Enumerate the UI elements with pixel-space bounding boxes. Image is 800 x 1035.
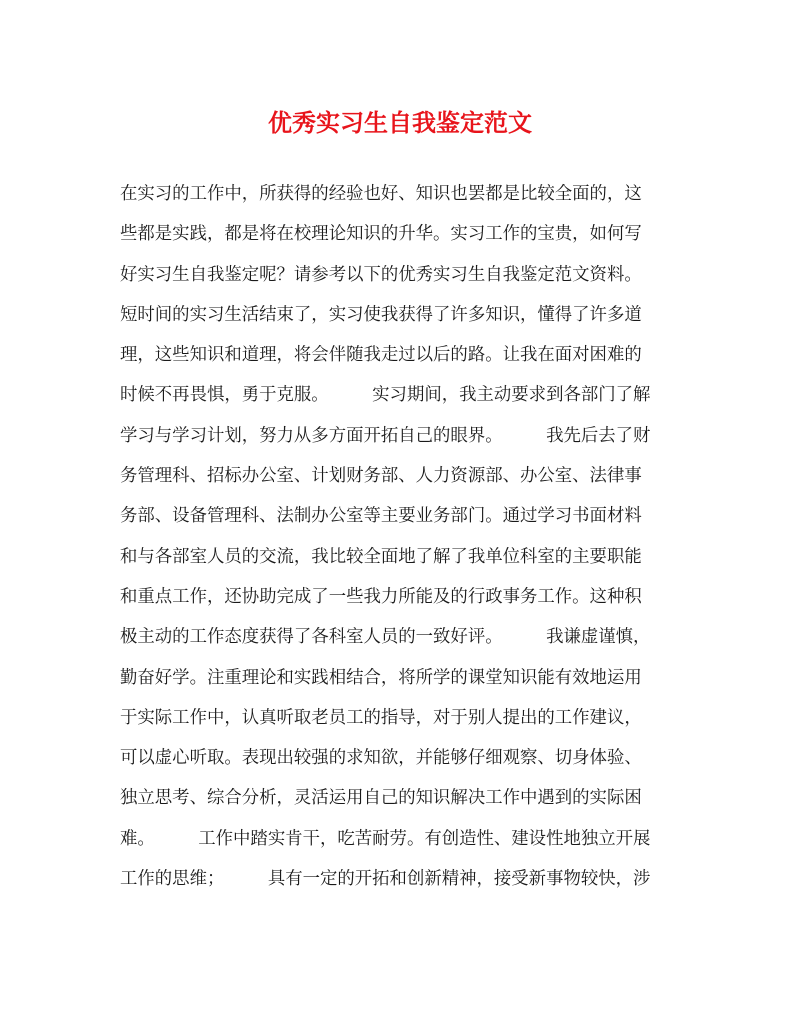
body-line: 工作的思维； 具有一定的开拓和创新精神，接受新事物较快，涉 [120, 869, 651, 890]
body-line: 理，这些知识和道理，将会伴随我走过以后的路。让我在面对困难的 [120, 345, 642, 366]
body-line: 时候不再畏惧，勇于克服。 实习期间，我主动要求到各部门了解 [120, 385, 651, 406]
document-title: 优秀实习生自我鉴定范文 [268, 108, 532, 137]
body-line: 极主动的工作态度获得了各科室人员的一致好评。 我谦虚谨慎， [120, 627, 651, 648]
body-line: 勤奋好学。注重理论和实践相结合，将所学的课堂知识能有效地运用 [120, 667, 642, 688]
body-line: 务部、设备管理科、法制办公室等主要业务部门。通过学习书面材料 [120, 506, 642, 527]
body-line: 在实习的工作中，所获得的经验也好、知识也罢都是比较全面的，这 [120, 184, 642, 204]
body-line: 和重点工作，还协助完成了一些我力所能及的行政事务工作。这种积 [120, 586, 642, 607]
body-line: 难。 工作中踏实肯干，吃苦耐劳。有创造性、建设性地独立开展 [120, 828, 651, 849]
document-body [120, 179, 680, 904]
body-line: 于实际工作中，认真听取老员工的指导，对于别人提出的工作建议， [120, 707, 642, 728]
body-line: 独立思考、综合分析，灵活运用自己的知识解决工作中遇到的实际困 [120, 788, 642, 809]
body-line: 可以虚心听取。表现出较强的求知欲，并能够仔细观察、切身体验、 [120, 748, 642, 769]
body-line: 学习与学习计划，努力从多方面开拓自己的眼界。 我先后去了财 [120, 425, 651, 446]
body-line: 务管理科、招标办公室、计划财务部、人力资源部、办公室、法律事 [120, 466, 642, 487]
body-line: 短时间的实习生活结束了，实习使我获得了许多知识，懂得了许多道 [120, 304, 642, 325]
body-line: 些都是实践，都是将在校理论知识的升华。实习工作的宝贵，如何写 [120, 224, 642, 245]
body-line: 好实习生自我鉴定呢？请参考以下的优秀实习生自我鉴定范文资料。 [120, 264, 642, 285]
body-line: 和与各部室人员的交流，我比较全面地了解了我单位科室的主要职能 [120, 546, 642, 567]
